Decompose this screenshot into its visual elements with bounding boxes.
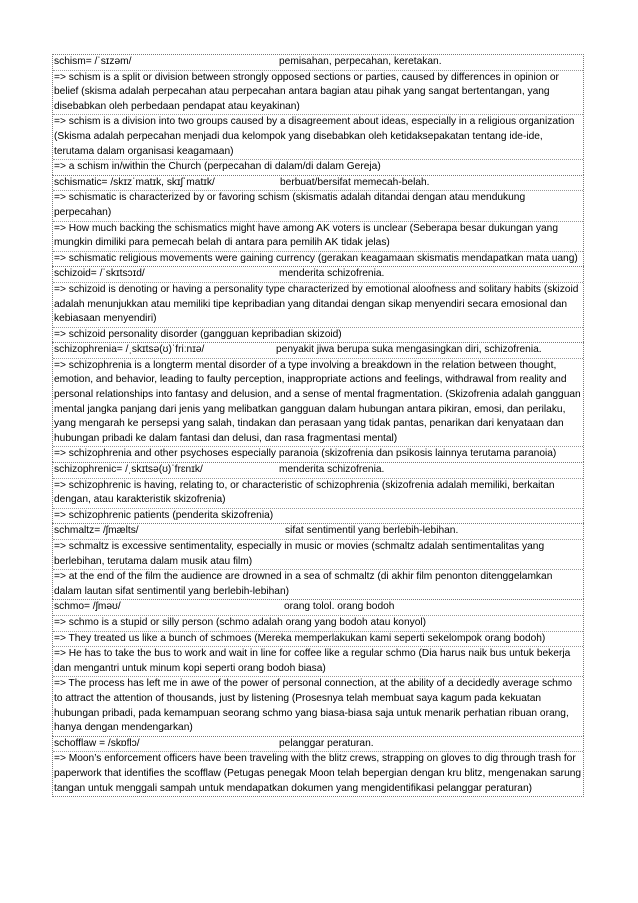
translation: orang tolol. orang bodoh [284, 601, 395, 613]
definition-line: => schmaltz is excessive sentimentality, especially in music or movies (schmaltz adalah sentimentalitas yang berlebihan, terutama dalam musik atau film) [53, 539, 583, 569]
entry-schizophrenia [52, 342, 584, 462]
example-line: => The process has left me in awe of the power of personal connection, at the ability of a decidedly average schmo to attract the attention of thousands, just by listening (Prosesnya telah membuat saya kagum pada kekuatan hubungan pribadi, pada kemampuan seorang schmo yang biasa-biasa saja untuk menarik perhatian ribuan orang, hanya dengan mendengarkan) [53, 676, 583, 735]
entry-schmaltz [52, 523, 584, 599]
entry-head [53, 176, 583, 191]
entry-head [53, 343, 583, 358]
example-line: => at the end of the film the audience are drowned in a sea of schmaltz (di akhir film penonton ditenggelamkan dalam lautan sifat sentimentil yang berlebih-lebihan) [53, 569, 583, 599]
definition-line: => schizophrenia is a longterm mental disorder of a type involving a breakdown in the relation between thought, emotion, and behavior, leading to faulty perception, inappropriate actions and feelings, withdrawal from reality and personal relationships into fantasy and delusion, and a sense of mental fragmentation. (Skizofrenia adalah gangguan mental jangka panjang dari jenis yang melibatkan gangguan dalam hubungan antara pikiran, emosi, dan perilaku, yang mengarah ke persepsi yang salah, tindakan dan perasaan yang tidak pantas, penarikan dari kenyataan dan hubungan pribadi ke dalam fantasi dan delusi, dan rasa fragmentasi mental) [53, 358, 583, 447]
entry-head [53, 463, 583, 478]
example-line: => They treated us like a bunch of schmoes (Mereka memperlakukan kami seperti sekelompok orang bodoh) [53, 631, 583, 647]
translation: pemisahan, perpecahan, keretakan. [279, 56, 442, 67]
definition-line: => schism is a division into two groups caused by a disagreement about ideas, especially in a religious organization (Skisma adalah perpecahan menjadi dua kelompok yang disebabkan oleh ketidaksepakatan tentang ide-ide, terutama dalam organisasi keagamaan) [53, 114, 583, 159]
headword: schizoid= /ˈskɪtsɔɪd/ [54, 268, 145, 280]
entry-schizophrenic [52, 462, 584, 523]
example-line: => schizophrenia and other psychoses especially paranoia (skizofrenia dan psikosis lainnya terutama paranoia) [53, 446, 583, 462]
definition-line: => schizophrenic is having, relating to, or characteristic of schizophrenia (skizofrenia adalah memiliki, berkaitan dengan, atau karakteristik skizofrenia) [53, 478, 583, 508]
headword: schofflaw = /skɒflɔ/ [54, 737, 140, 749]
definition-line: => schismatic is characterized by or favoring schism (skismatis adalah ditandai dengan atau mendukung perpecahan) [53, 190, 583, 220]
entry-schism [52, 54, 584, 175]
example-line: => Moon’s enforcement officers have been traveling with the blitz crews, strapping on gloves to dig through trash for paperwork that identifies the scofflaw (Petugas penegak Moon telah bepergian dengan kru blitz, mengenakan sarung tangan untuk menggali sampah untuk mendapatkan dokumen yang mengidentifikasi pelanggar peraturan) [53, 751, 583, 796]
entry-schismatic [52, 175, 584, 267]
example-line: => schismatic religious movements were gaining currency (gerakan keagamaan skismatis mendapatkan mata uang) [53, 251, 583, 267]
entry-head [53, 267, 583, 282]
definition-line: => schmo is a stupid or silly person (schmo adalah orang yang bodoh atau konyol) [53, 615, 583, 631]
headword: schism= /ˈsɪzəm/ [54, 56, 132, 67]
example-line: => schizoid personality disorder (gangguan kepribadian skizoid) [53, 327, 583, 343]
headword: schismatic= /skɪzˈmatɪk, skɪʃˈmatɪk/ [54, 176, 215, 188]
example-line: => He has to take the bus to work and wait in line for coffee like a regular schmo (Dia harus naik bus untuk bekerja dan mengantri untuk minum kopi seperti orang bodoh biasa) [53, 646, 583, 676]
entry-schmo [52, 599, 584, 735]
translation: penyakit jiwa berupa suka mengasingkan diri, schizofrenia. [276, 344, 542, 356]
entry-head [53, 600, 583, 615]
headword: schizophrenic= /ˌskɪtsə(ʊ)ˈfrɛnɪk/ [54, 464, 203, 476]
translation: pelanggar peraturan. [279, 737, 374, 749]
headword: schmaltz= /ʃmælts/ [54, 525, 139, 537]
example-line: => How much backing the schismatics might have among AK voters is unclear (Seberapa besar dukungan yang mungkin dimiliki para pemecah belah di antara para pemilih AK tidak jelas) [53, 221, 583, 251]
headword: schizophrenia= /ˌskɪtsə(ʊ)ˈfriːnɪə/ [54, 344, 205, 356]
entry-schizoid [52, 266, 584, 342]
entry-head [53, 55, 583, 70]
entry-head [53, 524, 583, 539]
definition-line: => schizoid is denoting or having a personality type characterized by emotional aloofness and solitary habits (skizoid adalah menunjukkan atau memiliki tipe kepribadian yang ditandai dengan sikap menyendiri secara emosional dan kebiasaan menyendiri) [53, 282, 583, 327]
example-line: => schizophrenic patients (penderita skizofrenia) [53, 508, 583, 524]
translation: menderita schizofrenia. [279, 268, 385, 280]
entry-head [53, 737, 583, 752]
translation: sifat sentimentil yang berlebih-lebihan. [285, 525, 459, 537]
translation: menderita schizofrenia. [279, 464, 385, 476]
example-line: => a schism in/within the Church (perpecahan di dalam/di dalam Gereja) [53, 159, 583, 175]
definition-line: => schism is a split or division between strongly opposed sections or parties, caused by differences in opinion or belief (skisma adalah perpecahan atau perpecahan antara bagian atau pihak yang sangat bertentangan, yang disebabkan oleh perbedaan pendapat atau keyakinan) [53, 70, 583, 115]
translation: berbuat/bersifat memecah-belah. [280, 176, 430, 188]
dictionary-page [52, 54, 584, 797]
entry-schofflaw [52, 736, 584, 797]
headword: schmo= /ʃməʊ/ [54, 601, 121, 613]
